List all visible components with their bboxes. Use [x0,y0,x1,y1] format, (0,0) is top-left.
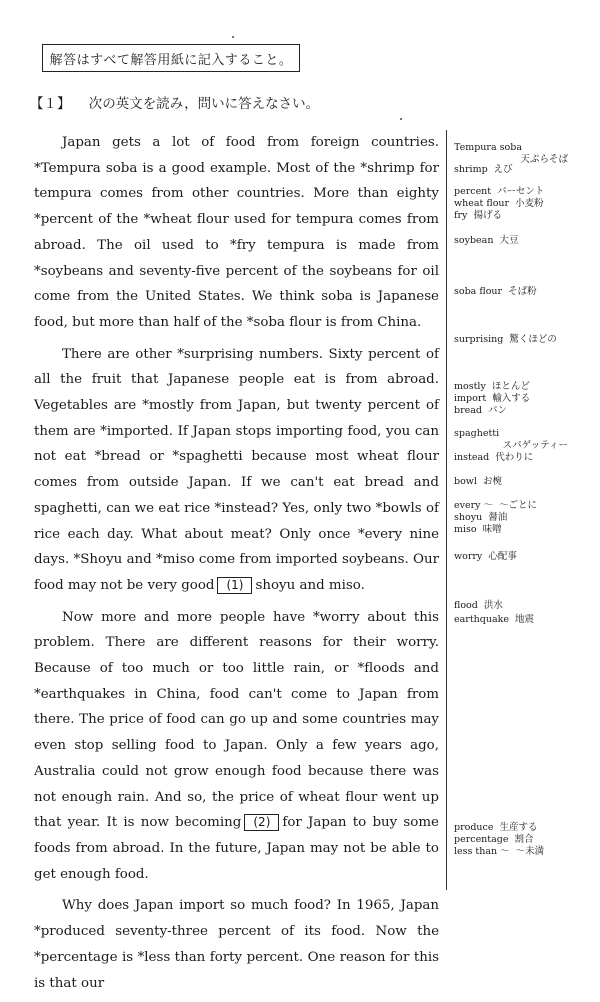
glossary-term: percent [454,186,492,197]
glossary-divider [446,130,447,890]
glossary-entry [454,393,596,405]
scan-speck [400,118,402,120]
glossary-term: Tempura soba [454,142,522,153]
glossary-meaning: 驚くほどの [509,334,557,345]
glossary-term: soba flour [454,286,503,297]
paragraph-1 [34,130,439,336]
paragraph-4 [34,893,439,996]
glossary-meaning: 大豆 [499,235,519,246]
glossary-meaning: 地震 [515,614,535,625]
glossary-entry [454,186,596,198]
glossary-term: miso [454,524,477,535]
glossary-term: fry [454,210,468,221]
paragraph-2 [34,342,439,599]
glossary-term: import [454,393,487,404]
glossary-entry [454,334,596,346]
question-header [30,92,319,112]
answer-blank-2: (2) [244,814,279,831]
glossary-term: worry [454,551,483,562]
glossary-meaning: お椀 [482,476,502,487]
paragraph-text: for Japan to buy some foods from abroad. In the future, Japan may not be able to get enough food. [34,815,439,882]
glossary-meaning: そば粉 [508,286,537,297]
glossary-term: soybean [454,235,494,246]
notice-text: 解答はすべて解答用紙に記入すること。 [49,52,293,68]
glossary-term: shrimp [454,164,488,175]
glossary-meaning: 揚げる [473,210,502,221]
paragraph-text: There are other *surprising numbers. Sixty percent of all the fruit that Japanese people eat is from abroad. Vegetables are *mostly from Japan, but twenty percent of them are *imported. If Japan stops importing food, you can not eat *bread or *spaghetti because most wheat flour comes from outside Japan. If we can't eat bread and spaghetti, can we eat rice *instead? Yes, only two *bowls of rice each day. What about meat? Only once *every nine days. *Shoyu and *miso come from imported soybeans. Our food may not be very good [34,346,439,593]
glossary-entry [454,428,596,451]
glossary-term: spaghetti [454,428,500,439]
glossary-meaning: 代わりに [495,452,534,463]
glossary-entry [454,600,596,612]
instruction-notice-box [42,44,300,72]
glossary-meaning: 小麦粉 [515,198,544,209]
glossary-meaning: えび [493,164,513,175]
glossary-entry [454,834,596,846]
glossary-entry [454,551,596,563]
glossary-entry [454,476,596,488]
glossary-meaning: スパゲッティー [502,439,568,451]
glossary-meaning: 味噌 [482,524,502,535]
glossary-meaning: ～未満 [515,846,545,857]
glossary-meaning: ～ごとに [499,500,538,511]
paragraph-3 [34,605,439,888]
glossary-term: instead [454,452,490,463]
glossary-term: wheat flour [454,198,510,209]
glossary-meaning: ほとんど [491,381,530,392]
glossary-meaning: 輸入する [492,393,531,404]
glossary-term: percentage [454,834,509,845]
glossary-term: mostly [454,381,486,392]
glossary-term: bowl [454,476,477,487]
glossary-meaning: 割合 [514,834,534,845]
glossary-meaning: 天ぷらそば [520,153,568,165]
glossary-entry [454,500,596,512]
glossary-entry [454,381,596,393]
glossary-meaning: 心配事 [488,551,517,562]
paragraph-text: Now more and more people have *worry about this problem. There are different reasons for their worry. Because of too much or too little rain, or *floods and *earthquakes in China, food can't come to Japan from there. The price of food can go up and some countries may even stop selling food to Japan. Only a few years ago, Australia could not grow enough food because there was not enough rain. And so, the price of wheat flour went up that year. It is now becoming [34,609,439,831]
glossary-meaning: パーセント [497,186,545,197]
glossary-term: earthquake [454,614,510,625]
glossary-entry [454,198,596,210]
question-number: 【１】 [30,96,71,112]
glossary-term: bread [454,405,482,416]
glossary-meaning: 洪水 [483,600,503,611]
answer-blank-1: (1) [217,577,252,594]
paragraph-text: Why does Japan import so much food? In 1965, Japan *produced seventy-three percent of its food. Now the *percentage is *less than forty percent. One reason for this is that our [34,898,439,991]
paragraph-text: shoyu and miso. [255,577,365,593]
glossary-entry [454,614,596,626]
paragraph-text: Japan gets a lot of food from foreign countries. *Tempura soba is a good example. Most of the *shrimp for tempura comes from other countries. More than eighty *percent of the *wheat flour used for tempura comes from abroad. The oil used to *fry tempura is made from *soybeans and seventy-five percent of the soybeans for oil come from the United States. We think soba is Japanese food, but more than half of the *soba flour is from China. [34,135,439,330]
glossary-entry [454,512,596,524]
glossary-term: flood [454,600,478,611]
glossary-entry [454,524,596,536]
glossary-entry [454,235,596,247]
glossary-meaning: 醤油 [488,512,508,523]
glossary-term: every ～ [454,500,494,511]
scan-speck [232,36,234,38]
glossary-meaning: 生産する [499,822,538,833]
glossary-entry [454,846,596,858]
question-instruction: 次の英文を読み，問いに答えなさい。 [88,96,320,112]
glossary-term: less than ～ [454,846,510,857]
glossary-entry [454,142,596,165]
glossary-entry [454,452,596,464]
glossary-meaning: パン [488,405,508,416]
glossary-entry [454,822,596,834]
glossary-entry [454,164,596,176]
glossary-term: shoyu [454,512,483,523]
glossary-entry [454,210,596,222]
reading-passage [34,130,439,1002]
glossary-term: surprising [454,334,504,345]
glossary-entry [454,286,596,298]
glossary-entry [454,405,596,417]
glossary-term: produce [454,822,494,833]
